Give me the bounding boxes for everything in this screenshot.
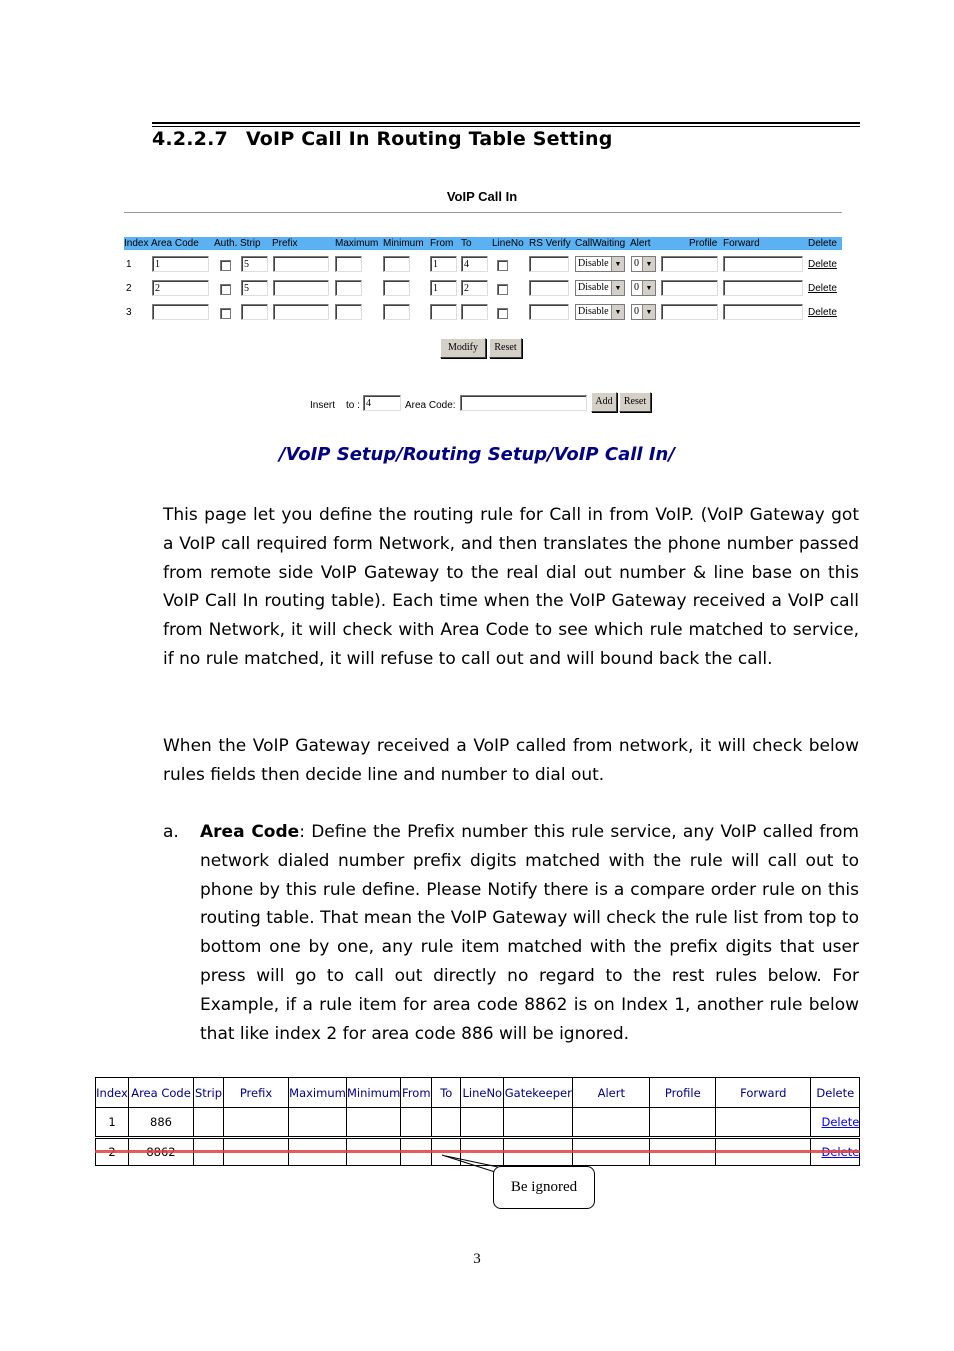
example-col-prefix: Prefix xyxy=(224,1078,289,1108)
area-code-field[interactable]: 1 xyxy=(152,256,209,272)
col-rs-verify: RS Verify xyxy=(529,238,571,249)
col-callwaiting: CallWaiting xyxy=(575,238,626,249)
modify-button[interactable]: Modify xyxy=(440,338,486,358)
rs-verify-field[interactable] xyxy=(529,304,569,320)
lineno-checkbox[interactable] xyxy=(497,260,508,271)
col-alert: Alert xyxy=(630,238,651,249)
insert-label: Insert xyxy=(310,400,336,411)
intro-paragraph xyxy=(163,501,859,674)
col-area-code: Area Code xyxy=(151,238,199,249)
profile-field[interactable] xyxy=(661,304,718,320)
menu-path: /VoIP Setup/Routing Setup/VoIP Call In/ xyxy=(279,444,675,465)
example-col-area-code: Area Code xyxy=(129,1078,194,1108)
alert-select[interactable] xyxy=(631,280,656,296)
forward-field[interactable] xyxy=(723,280,803,296)
delete-link[interactable]: Delete xyxy=(808,307,837,318)
alert-select[interactable] xyxy=(631,256,656,272)
strip-field[interactable]: 5 xyxy=(241,280,268,296)
list-item-text: : Define the Prefix number this rule service, any VoIP called from network dialed number prefix digits matched with the rule will call out to phone by this rule define. Please Notify there is a compare order rule on this routing table. That mean the VoIP Gateway will check the rule list from top to bottom one by one, any rule item matched with the prefix digits that user press will go to call out directly no regard to the rest rules below. For Example, if a rule item for area code 8862 is on Index 1, another rule below that like index 2 for area code 886 will be ignored. xyxy=(200,822,859,1044)
insert-index-field[interactable]: 4 xyxy=(363,395,401,411)
forward-field[interactable] xyxy=(723,304,803,320)
row-index: 3 xyxy=(126,307,132,318)
example-col-forward: Forward xyxy=(716,1078,811,1108)
example-col-profile: Profile xyxy=(650,1078,716,1108)
voip-call-in-screenshot xyxy=(122,186,842,418)
maximum-field[interactable] xyxy=(335,256,362,272)
prefix-field[interactable] xyxy=(273,280,329,296)
table-row xyxy=(96,1108,860,1138)
insert-area-code-field[interactable] xyxy=(460,395,587,411)
example-col-from: From xyxy=(401,1078,432,1108)
section-title: VoIP Call In Routing Table Setting xyxy=(245,128,613,150)
chevron-down-icon: ▼ xyxy=(611,305,624,319)
reset-button[interactable]: Reset xyxy=(489,338,522,358)
chevron-down-icon: ▼ xyxy=(642,257,655,271)
col-minimum: Minimum xyxy=(383,238,424,249)
rs-verify-field[interactable] xyxy=(529,256,569,272)
rule-row xyxy=(124,304,842,324)
col-auth: Auth. xyxy=(214,238,238,249)
page-number: 3 xyxy=(473,1251,481,1267)
auth-checkbox[interactable] xyxy=(220,260,231,271)
rs-verify-field[interactable] xyxy=(529,280,569,296)
profile-field[interactable] xyxy=(661,280,718,296)
chevron-down-icon: ▼ xyxy=(642,305,655,319)
add-button[interactable]: Add xyxy=(591,392,617,412)
list-marker: a. xyxy=(163,822,179,842)
row-index: 2 xyxy=(126,283,132,294)
example-delete-link[interactable]: Delete xyxy=(821,1115,860,1129)
alert-value: 0 xyxy=(634,282,639,293)
example-col-index: Index xyxy=(96,1078,129,1108)
section-number: 4.2.2.7 xyxy=(152,128,228,150)
screen-title: VoIP Call In xyxy=(446,189,518,204)
maximum-field[interactable] xyxy=(335,280,362,296)
to-field[interactable]: 2 xyxy=(461,280,488,296)
strip-field[interactable] xyxy=(241,304,268,320)
callwaiting-select[interactable] xyxy=(575,256,625,272)
area-code-field[interactable] xyxy=(152,304,209,320)
callwaiting-value: Disable xyxy=(578,282,609,293)
profile-field[interactable] xyxy=(661,256,718,272)
callwaiting-select[interactable] xyxy=(575,304,625,320)
col-lineno: LineNo xyxy=(492,238,524,249)
prefix-field[interactable] xyxy=(273,256,329,272)
example-col-gatekeeper: Gatekeeper xyxy=(504,1078,573,1108)
area-code-label: Area Code: xyxy=(405,400,456,411)
col-forward: Forward xyxy=(723,238,760,249)
from-field[interactable]: 1 xyxy=(430,256,457,272)
intro-text: This page let you define the routing rule for Call in from VoIP. (VoIP Gateway got a VoIP call required form Network, and then translates the phone number passed from remote side VoIP Gateway to the real dial out number & line base on this VoIP Call In routing table). Each time when the VoIP Gateway received a VoIP call from Network, it will check with Area Code to see which rule matched to service, if no rule matched, it will refuse to call out and will bound back the call. xyxy=(163,505,859,669)
example-col-delete: Delete xyxy=(811,1078,860,1108)
example-col-alert: Alert xyxy=(573,1078,650,1108)
example-col-maximum: Maximum xyxy=(289,1078,347,1108)
rules-text: When the VoIP Gateway received a VoIP called from network, it will check below rules fields then decide line and number to dial out. xyxy=(163,736,859,785)
lineno-checkbox[interactable] xyxy=(497,284,508,295)
callwaiting-value: Disable xyxy=(578,306,609,317)
minimum-field[interactable] xyxy=(383,304,410,320)
example-area-code: 886 xyxy=(129,1108,194,1138)
to-field[interactable]: 4 xyxy=(461,256,488,272)
chevron-down-icon: ▼ xyxy=(611,281,624,295)
screen-divider xyxy=(124,212,842,213)
rules-paragraph xyxy=(163,732,859,790)
col-to: To xyxy=(461,238,472,249)
from-field[interactable] xyxy=(430,304,457,320)
to-label: to : xyxy=(346,400,360,411)
example-header-row xyxy=(96,1078,860,1108)
col-prefix: Prefix xyxy=(272,238,298,249)
callout-label: Be ignored xyxy=(493,1166,595,1209)
top-rule xyxy=(152,122,860,124)
col-index: Index xyxy=(124,238,149,249)
chevron-down-icon: ▼ xyxy=(642,281,655,295)
callwaiting-value: Disable xyxy=(578,258,609,269)
area-code-field[interactable]: 2 xyxy=(152,280,209,296)
minimum-field[interactable] xyxy=(383,256,410,272)
example-col-strip: Strip xyxy=(194,1078,224,1108)
alert-value: 0 xyxy=(634,306,639,317)
chevron-down-icon: ▼ xyxy=(611,257,624,271)
example-col-to: To xyxy=(432,1078,461,1108)
list-item-area-code xyxy=(200,818,859,1048)
col-profile: Profile xyxy=(689,238,718,249)
callwaiting-select[interactable] xyxy=(575,280,625,296)
section-heading xyxy=(152,128,613,150)
example-index: 1 xyxy=(96,1108,129,1138)
rule-row xyxy=(124,280,842,300)
alert-value: 0 xyxy=(634,258,639,269)
forward-field[interactable] xyxy=(723,256,803,272)
example-col-lineno: LineNo xyxy=(461,1078,504,1108)
list-item-term: Area Code xyxy=(200,822,300,842)
rule-row xyxy=(124,256,842,276)
delete-link[interactable]: Delete xyxy=(808,259,837,270)
col-from: From xyxy=(430,238,454,249)
col-maximum: Maximum xyxy=(335,238,379,249)
delete-link[interactable]: Delete xyxy=(808,283,837,294)
from-field[interactable]: 1 xyxy=(430,280,457,296)
to-field[interactable] xyxy=(461,304,488,320)
example-col-minimum: Minimum xyxy=(347,1078,401,1108)
lineno-checkbox[interactable] xyxy=(497,308,508,319)
reset-insert-button[interactable]: Reset xyxy=(619,392,651,412)
top-rule-thin xyxy=(152,126,860,127)
prefix-field[interactable] xyxy=(273,304,329,320)
strip-field[interactable]: 5 xyxy=(241,256,268,272)
alert-select[interactable] xyxy=(631,304,656,320)
auth-checkbox[interactable] xyxy=(220,308,231,319)
maximum-field[interactable] xyxy=(335,304,362,320)
col-strip: Strip xyxy=(240,238,261,249)
minimum-field[interactable] xyxy=(383,280,410,296)
table-header xyxy=(124,237,842,250)
auth-checkbox[interactable] xyxy=(220,284,231,295)
col-delete: Delete xyxy=(808,238,837,249)
row-index: 1 xyxy=(126,259,132,270)
